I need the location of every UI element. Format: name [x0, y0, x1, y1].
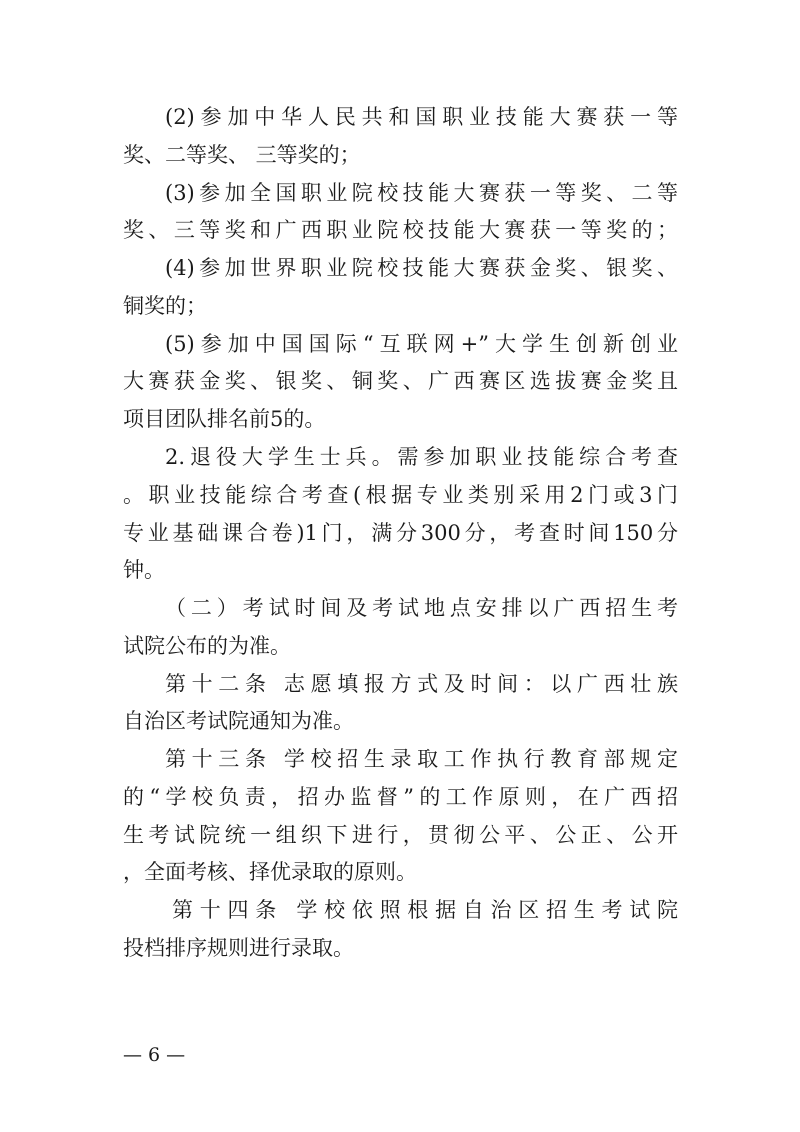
paragraph-line: 试院公布的为准。: [123, 634, 291, 658]
paragraph-line: 投档排序规则进行录取。: [123, 936, 354, 960]
paragraph-line: (4)参加世界职业院校技能大赛获金奖、银奖、: [165, 256, 678, 280]
page-number: — 6 —: [123, 1044, 186, 1066]
paragraph-line: 奖、三等奖和广西职业院校技能大赛获一等奖的；: [123, 218, 678, 242]
paragraph-line: 铜奖的；: [123, 294, 207, 318]
article-heading-line: 第十三条 学校招生录取工作执行教育部规定: [165, 747, 678, 771]
article-heading-line: 第十二条 志愿填报方式及时间：以广西壮族: [165, 672, 678, 696]
paragraph-line: (2)参加中华人民共和国职业技能大赛获一等: [165, 105, 678, 129]
paragraph-line: 的“学校负责，招办监督”的工作原则，在广西招: [123, 785, 678, 809]
paragraph-line: 大赛获金奖、银奖、铜奖、广西赛区选拔赛金奖且: [123, 369, 678, 393]
paragraph-line: (5)参加中国国际“互联网+”大学生创新创业: [165, 332, 678, 356]
paragraph-line: 生考试院统一组织下进行，贯彻公平、公正、公开: [123, 823, 678, 847]
paragraph-line: (3)参加全国职业院校技能大赛获一等奖、二等: [165, 181, 678, 205]
paragraph-line: 专业基础课合卷)1门，满分300分，考查时间150分: [123, 521, 678, 545]
paragraph-line: 奖、二等奖、 三等奖的；: [123, 143, 361, 167]
paragraph-line: 钟。: [123, 558, 165, 582]
paragraph-line: （二）考试时间及考试地点安排以广西招生考: [165, 596, 678, 620]
paragraph-line: 。职业技能综合考查(根据专业类别采用2门或3门: [123, 483, 678, 507]
paragraph-line: ，全面考核、择优录取的原则。: [123, 860, 417, 884]
paragraph-line: 项目团队排名前5的。: [123, 407, 326, 431]
paragraph-line: 自治区考试院通知为准。: [123, 709, 354, 733]
paragraph-line: 2.退役大学生士兵。需参加职业技能综合考查: [165, 445, 678, 469]
article-heading-line: 第十四条 学校依照根据自治区招生考试院: [172, 898, 678, 922]
